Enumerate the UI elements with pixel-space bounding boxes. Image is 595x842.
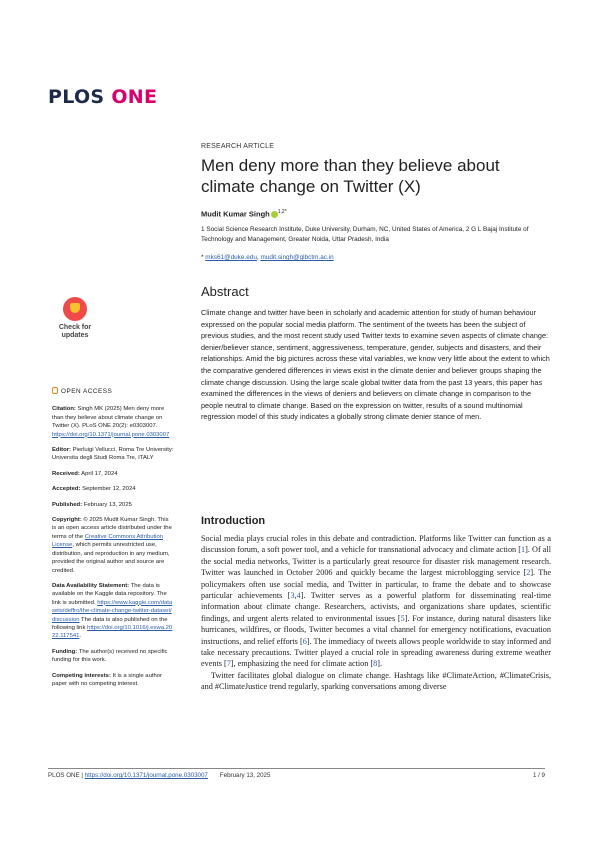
citation-ref-6[interactable]: 6 <box>302 636 307 646</box>
corresponding-emails: * mks61@duke.edu, mudit.singh@glbctm.ac.in <box>201 254 334 261</box>
accepted-date: Accepted: September 12, 2024 <box>52 486 136 493</box>
author-name[interactable]: Mudit Kumar Singh <box>201 209 270 219</box>
affiliations: 1 Social Science Research Institute, Duke University, Durham, NC, United States of America, 2 G L Bajaj Institute of Technology and Management, Greater Noida, Uttar Pradesh, India <box>201 226 529 243</box>
citation-doi-link[interactable]: https://doi.org/10.1371/journal.pone.0303007 <box>52 431 170 438</box>
journal-logo: PLOS ONE <box>48 86 158 108</box>
license-link[interactable]: Creative Commons Attribution License <box>52 533 163 549</box>
footer-divider <box>48 768 545 769</box>
orcid-icon[interactable] <box>271 211 278 218</box>
email-link-1[interactable]: mks61@duke.edu <box>205 254 257 261</box>
abstract-heading: Abstract <box>201 284 249 299</box>
citation-ref-3[interactable]: 3 <box>290 591 295 601</box>
funding: Funding: The author(s) received no specific funding for this work. <box>52 648 168 664</box>
intro-paragraph-1: Social media plays crucial roles in this debate and contradiction. Platforms like Twitter can function as a discussion forum, a soft power tool, and a vehicle for transnational advocacy and climate action [1]. Of all the social media networks, Twitter is a particularly great resource for disaster risk management research. Twitter was launched in October 2006 and quickly became the largest microblogging service [2]. The policymakers often use social media, and Twitter in particular, to frame the debate and to showcase particular achievements [3,4]. Twitter serves as a powerful platform for disseminating real-time information about climate change. Researchers, activists, and organizations share updates, scientific findings, and urgent alerts related to environmental issues [5]. For instance, during natural disasters like hurricanes, wildfires, or floods, Twitter becomes a vital channel for emergency notifications, evacuation instructions, and relief efforts [6]. The immediacy of tweets allows people worldwide to stay informed and take necessary precautions. Twitter played a crucial role in spreading awareness during extreme weather events [7], emphasizing the need for climate action [8]. <box>201 534 551 669</box>
author-line <box>201 209 287 219</box>
received-date: Received: April 17, 2024 <box>52 470 118 477</box>
check-updates-icon <box>63 297 87 321</box>
check-updates-line2: updates <box>61 332 89 339</box>
footer-doi-link[interactable]: https://doi.org/10.1371/journal.pone.0303007 <box>84 772 208 779</box>
published-date: Published: February 13, 2025 <box>52 501 132 508</box>
page-footer: PLOS ONE | https://doi.org/10.1371/journal.pone.0303007 February 13, 2025 1 / 9 <box>48 772 545 779</box>
abstract-text: Climate change and twitter have been in scholarly and academic attention for study of human behaviour expressed on the popular social media platform. The sentiment of the tweets has been the subject of previous studies, and the most recent study used Twitter texts to examine seven aspects of climate change: denier/believer stance, sentiment, aggressiveness, temperature, gender, subjects and disasters, and their relationships. Amid the big pictures across these vital variables, we know very little about the extent to which the comparative gendered differences in views exist in the climate denier and believer groups shaping the climate change discussion. Using the large scale global twitter data from the past 13 years, this paper has examined the differences in the views of deniers and believers on climate change in comparison to the people neutral to climate change. Based on the expression on twitter, results of a sound multinomial regression model of this study indicates a globally strong climate denier stance of men. <box>201 308 550 422</box>
citation-ref-8[interactable]: 8 <box>373 659 378 669</box>
citation-ref-1[interactable]: 1 <box>521 545 526 555</box>
intro-paragraph-2: Twitter facilitates global dialogue on climate change. Hashtags like #ClimateAction, #ClimateCrisis, and #ClimateJustice trend regularly, sparking conversations among diverse <box>201 670 551 692</box>
author-superscript: 1,2* <box>277 209 287 215</box>
data-availability: Data Availability Statement: The data is available on the Kaggle data repository. The link is submitted. https://www.kaggle.com/datasets/deffro/the-climate-change-twitter-dataset/discussion The data is also published on the following link https://doi.org/10.1016/j.eswa.2022.117541. <box>52 582 173 640</box>
citation-ref-7[interactable]: 7 <box>226 659 231 669</box>
introduction-body <box>201 533 551 693</box>
citation-ref-4[interactable]: 4 <box>296 591 301 601</box>
footer-journal: PLOS ONE <box>48 772 80 779</box>
eswa-data-link[interactable]: https://doi.org/10.1016/j.eswa.2022.117541 <box>52 624 173 640</box>
open-lock-icon <box>52 387 58 394</box>
competing-interests: Competing interests: It is a single author paper with no competing interest. <box>52 672 163 687</box>
article-type: RESEARCH ARTICLE <box>201 143 275 150</box>
article-info-sidebar <box>52 387 174 695</box>
check-for-updates-button[interactable] <box>52 297 98 347</box>
check-updates-line1: Check for <box>58 324 92 331</box>
page-number: 1 / 9 <box>532 772 545 779</box>
footer-date: February 13, 2025 <box>219 772 271 779</box>
open-access-label: OPEN ACCESS <box>52 387 174 396</box>
editor: Editor: Pierluigi Vellucci, Roma Tre University: Universita degli Studi Roma Tre, ITALY <box>52 447 174 462</box>
citation: Citation: Singh MK (2025) Men deny more than they believe about climate change on Twitter (X). PLoS ONE 20(2): e0303007. https://doi.org/10.1371/journal.pone.0303007 <box>52 406 170 438</box>
email-link-2[interactable]: mudit.singh@glbctm.ac.in <box>260 254 334 261</box>
citation-ref-5[interactable]: 5 <box>400 613 405 623</box>
citation-ref-2[interactable]: 2 <box>526 568 531 578</box>
introduction-heading: Introduction <box>201 515 266 527</box>
article-title: Men deny more than they believe about climate change on Twitter (X) <box>201 156 500 196</box>
kaggle-data-link[interactable]: https://www.kaggle.com/datasets/deffro/the-climate-change-twitter-dataset/discussion <box>52 599 173 623</box>
copyright: Copyright: © 2025 Mudit Kumar Singh. This is an open access article distributed under the terms of the Creative Commons Attribution License, which permits unrestricted use, distribution, and reproduction in any medium, provided the original author and source are credited. <box>52 517 172 574</box>
